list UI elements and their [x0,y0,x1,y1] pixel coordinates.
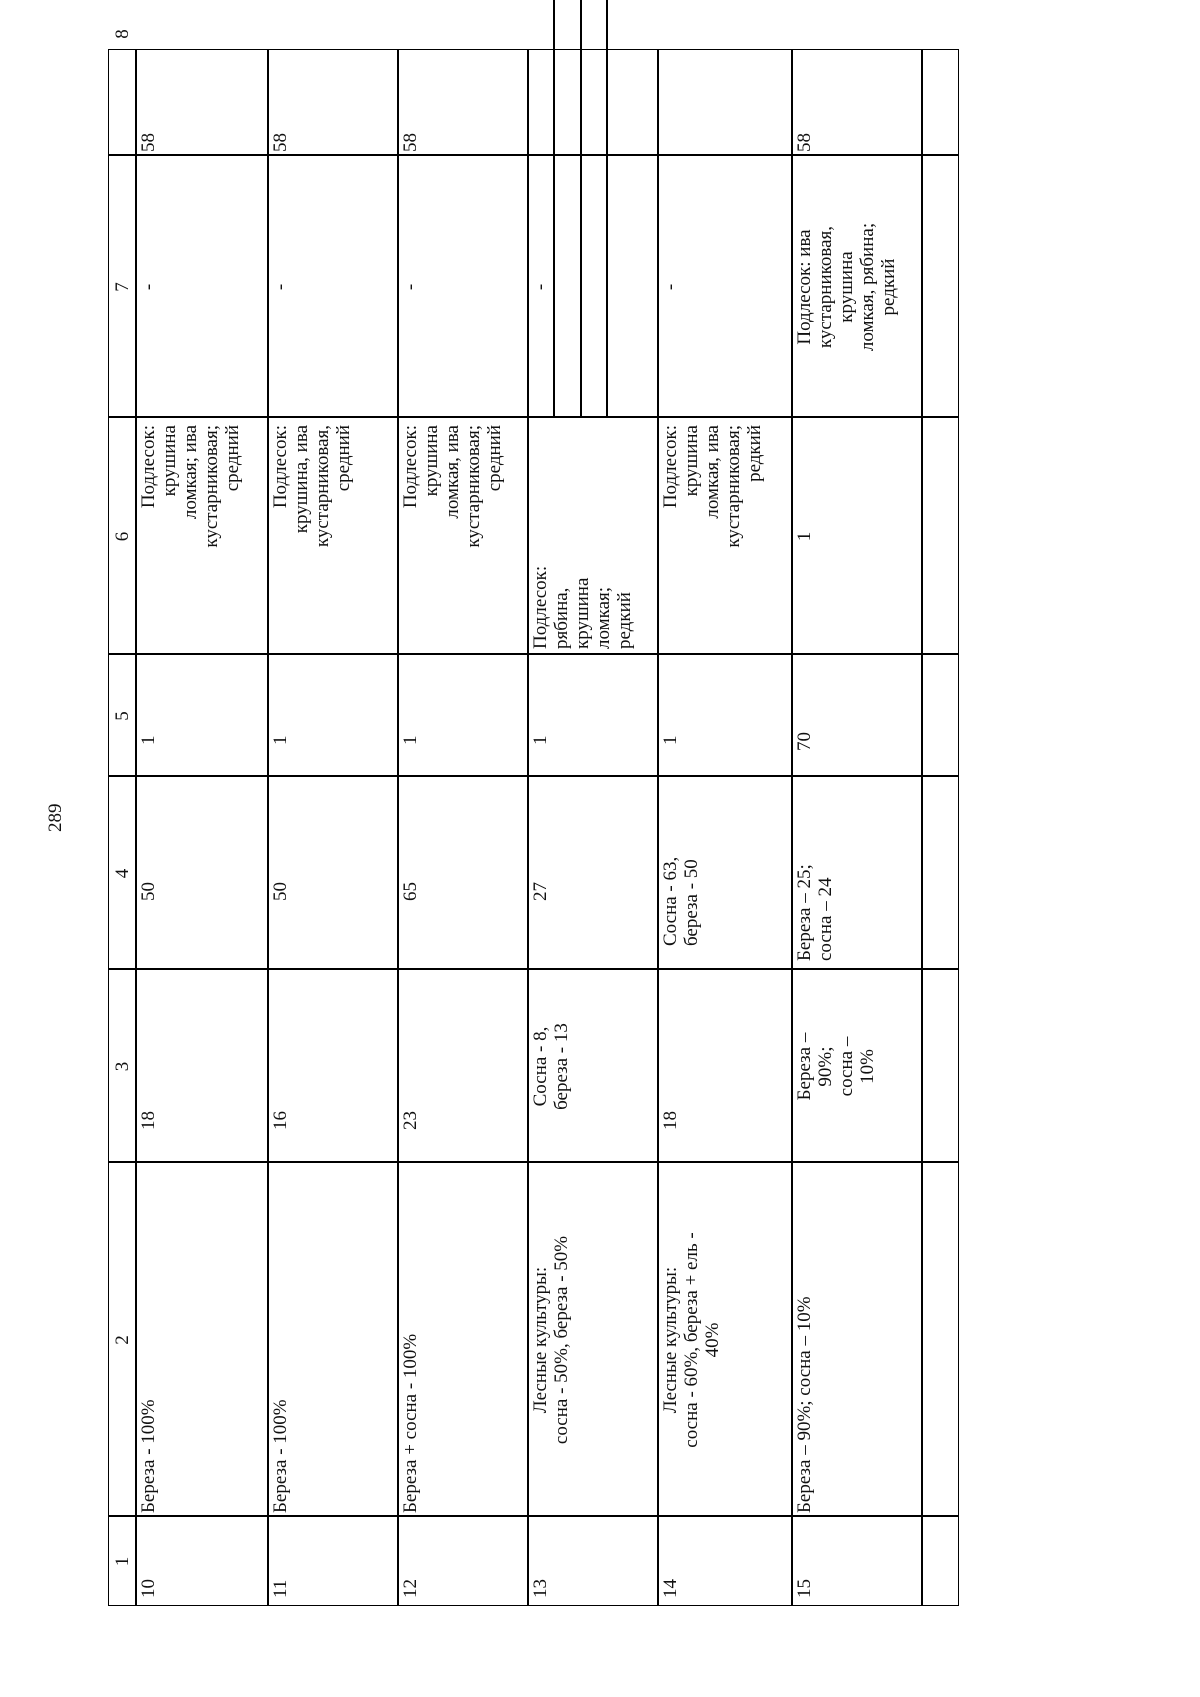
cell-c4: Сосна - 63, береза - 50 [660,856,702,946]
cell-c7: - [138,283,159,291]
row-divider [267,49,269,1606]
cell-c8 [661,0,703,156]
cell-c4: 65 [400,882,421,901]
header-cell: 5 [112,711,133,721]
cell-c7: Подлесок: ива кустарниковая, крушина ломкая, рябина; редкий [794,222,899,352]
cell-c4: Береза – 25; сосна – 24 [794,864,836,961]
cell-undergrowth: 1 [794,531,815,542]
cell-c3: Береза – 90%; сосна – 10% [794,1032,878,1101]
col-divider [108,776,959,778]
cell-c8 [557,0,578,156]
row-divider [397,49,399,1606]
cell-species: Береза + сосна - 100% [400,1333,421,1513]
cell-c7: - [660,283,681,291]
cell-num: 11 [270,1579,291,1598]
header-cell: 4 [112,868,133,879]
cell-c3: 18 [660,1111,681,1130]
row-divider [791,49,793,1606]
cell-num: 13 [530,1579,551,1598]
page-number: 289 [45,803,66,832]
cell-num: 15 [794,1579,815,1598]
row-divider [921,49,923,1606]
cell-c5: 1 [400,735,421,745]
cell-species: Береза – 90%; сосна – 10% [794,1296,815,1513]
cell-species: Береза - 100% [138,1399,159,1513]
cell-c5: 70 [794,732,815,751]
cell-c8: 58 [138,133,159,152]
header-cell: 7 [112,282,133,292]
cell-species: Лесные культуры: сосна - 50%, береза - 50% [530,1235,572,1445]
row-divider [135,49,137,1606]
cell-c8: 58 [794,133,815,152]
header-cell: 3 [112,1061,133,1072]
header-cell: 8 [112,29,133,39]
cell-species: Береза - 100% [270,1399,291,1513]
cell-undergrowth: Подлесок: рябина, крушина ломкая; редкий [530,565,635,649]
row-divider [527,49,529,1606]
row-divider [657,49,659,1606]
cell-c7: - [400,283,421,291]
cell-species: Лесные культуры: сосна - 60%, береза + ель - 40% [660,1232,723,1448]
header-cell: 1 [112,1556,133,1567]
cell-undergrowth: Подлесок: крушина ломкая, ива кустарниковая; средний [400,425,505,548]
subrow-divider [580,0,582,418]
cell-c8: 58 [270,133,291,152]
cell-c4: 50 [270,882,291,901]
cell-c3: Сосна - 8, береза - 13 [530,1023,572,1110]
cell-c7: - [270,283,291,291]
header-cell: 2 [112,1335,133,1345]
cell-undergrowth: Подлесок: крушина, ива кустарниковая, средний [270,425,354,548]
cell-c8 [610,0,631,156]
cell-c5: 1 [138,735,159,745]
cell-c8: 58 [400,133,421,152]
cell-c7: - [530,283,551,291]
subrow-divider [553,0,555,418]
cell-num: 14 [660,1579,681,1598]
cell-c4: 50 [138,882,159,901]
table-rotated [108,29,959,1606]
cell-undergrowth: Подлесок: крушина ломкая, ива кустарниковая; редкий [660,425,765,548]
cell-c3: 16 [270,1111,291,1130]
cell-undergrowth: Подлесок: крушина ломкая; ива кустарниковая; средний [138,425,243,548]
cell-c8 [531,0,552,156]
cell-c5: 1 [660,735,681,745]
cell-c5: 1 [530,735,551,745]
cell-num: 10 [138,1579,159,1598]
subrow-divider [606,0,608,418]
cell-c3: 18 [138,1111,159,1130]
cell-c3: 23 [400,1111,421,1130]
cell-num: 12 [400,1579,421,1598]
cell-c5: 1 [270,735,291,745]
header-cell: 6 [112,531,133,542]
cell-c4: 27 [530,882,551,901]
cell-c8 [583,0,604,156]
